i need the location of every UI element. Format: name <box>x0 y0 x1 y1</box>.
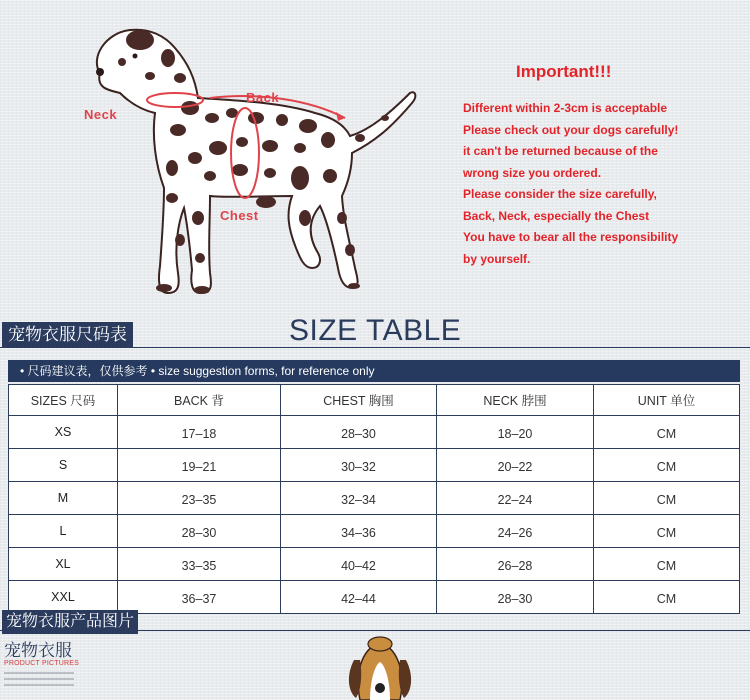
neck-label: Neck <box>84 107 118 122</box>
table-row <box>9 515 740 548</box>
decorative-text-line <box>4 684 74 686</box>
cell-back: 33–35 <box>118 548 281 581</box>
chest-label: Chest <box>220 208 259 223</box>
cell-chest: 32–34 <box>281 482 437 515</box>
back-label: Back <box>246 90 280 105</box>
cell-size: L <box>9 515 118 548</box>
cell-chest: 30–32 <box>281 449 437 482</box>
notice-line: Please consider the size carefully, <box>463 187 657 201</box>
cell-neck: 22–24 <box>437 482 594 515</box>
notice-title: Important!!! <box>516 62 612 81</box>
cell-chest: 34–36 <box>281 515 437 548</box>
dalmatian-dog-illustration <box>60 18 430 308</box>
col-header-size: SIZES 尺码 <box>9 385 118 416</box>
table-header-row <box>9 385 740 416</box>
notice-line: Please check out your dogs carefully! <box>463 122 679 137</box>
puppy-image <box>340 630 420 700</box>
cell-size: XS <box>9 416 118 449</box>
table-note-bar <box>8 360 740 382</box>
cell-size: XXL <box>9 581 118 614</box>
cell-chest: 42–44 <box>281 581 437 614</box>
notice-line: wrong size you ordered. <box>463 165 602 180</box>
cell-size: S <box>9 449 118 482</box>
decorative-text-line <box>4 678 74 680</box>
table-row <box>9 548 740 581</box>
cell-chest: 28–30 <box>281 416 437 449</box>
cell-unit: CM <box>594 581 740 614</box>
size-section-tab: 宠物衣服尺码表 <box>2 322 133 348</box>
table-note: • 尺码建议表，仅供参考 • size suggestion forms, for reference only <box>20 364 375 378</box>
cell-unit: CM <box>594 548 740 581</box>
important-notice <box>463 62 748 270</box>
col-header-back: BACK 背 <box>118 385 281 416</box>
cell-neck: 18–20 <box>437 416 594 449</box>
size-table <box>8 384 740 614</box>
cell-neck: 20–22 <box>437 449 594 482</box>
cell-unit: CM <box>594 449 740 482</box>
cell-back: 28–30 <box>118 515 281 548</box>
cell-chest: 40–42 <box>281 548 437 581</box>
notice-line: Back, Neck, especially the Chest <box>463 208 650 223</box>
cell-back: 19–21 <box>118 449 281 482</box>
product-title: 宠物衣服 <box>4 641 72 660</box>
cell-back: 23–35 <box>118 482 281 515</box>
cell-size: XL <box>9 548 118 581</box>
col-header-unit: UNIT 单位 <box>594 385 740 416</box>
cell-back: 17–18 <box>118 416 281 449</box>
product-section-tab: 宠物衣服产品图片 <box>2 610 138 634</box>
cell-neck: 28–30 <box>437 581 594 614</box>
decorative-text-line <box>4 672 74 674</box>
table-row <box>9 581 740 614</box>
col-header-chest: CHEST 胸围 <box>281 385 437 416</box>
notice-line: Different within 2-3cm is acceptable <box>463 101 668 115</box>
size-table-title: SIZE TABLE <box>289 314 462 347</box>
notice-line: You have to bear all the responsibility <box>463 230 679 244</box>
cell-unit: CM <box>594 482 740 515</box>
table-row <box>9 482 740 515</box>
notice-line: it can't be returned because of the <box>463 144 658 158</box>
table-row <box>9 449 740 482</box>
cell-unit: CM <box>594 515 740 548</box>
cell-neck: 24–26 <box>437 515 594 548</box>
cell-size: M <box>9 482 118 515</box>
cell-neck: 26–28 <box>437 548 594 581</box>
table-row <box>9 416 740 449</box>
col-header-neck: NECK 脖围 <box>437 385 594 416</box>
cell-back: 36–37 <box>118 581 281 614</box>
notice-line: by yourself. <box>463 251 531 266</box>
product-subtitle: PRODUCT PICTURES <box>4 660 80 667</box>
cell-unit: CM <box>594 416 740 449</box>
